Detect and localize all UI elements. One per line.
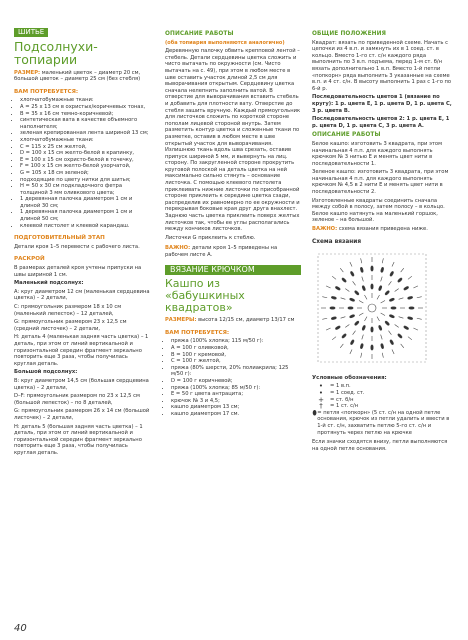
stitch-symbol (322, 318, 327, 319)
legend-row (312, 383, 454, 390)
slip-stitch-icon: • (318, 389, 324, 397)
legend-text: = 1 соед. ст. (330, 390, 365, 396)
stitch-symbol (395, 325, 399, 328)
legend-heading: Условные обозначения: (312, 374, 387, 381)
work-paragraph: Деревянную палочку обвить крепповой лентой – стебель. Детали сердцевины цветка сложить и чисто вытачать по окружности (см. Чисто вытачать на с. 49), при этом в любом месте в шве оставить участок длиной 2,5 см для выворачивания открытым. Сердцевину цветка сначала нелепнить заполнить ватой. В отверстие для выворачивания вставить стебель и добавить для плотности вату. Отверстие до стебля зашить вручную. Каждый прямоугольник для листочков сложить по короткой стороне пополам лицевой стороной внутрь. Затем разметить контур цветка и сложенные ткани по разметке, оставив в любом месте в шве открытый участок для выворачивания. Излишнюю ткань вдоль шва срезать, оставив припуск шириной 5 мм, и вывернуть на лиц. сторону. По закругленной стороне прокрутить круговой полоской на деталь цветка на ней максимально сильно стянуть – основание листочка. С помощью клеевого пистолета приклеивать нижние листочки по присобранной стороне приклеить к середине цветка сзади, распределив их равномерно по ее окружности и перекрывая боковые края друг друга внахлест. Заднюю часть цветка приклеить поверх желтых листочков так, чтобы ее углы располагались между кончиков листочков. (165, 48, 301, 233)
legend-row (312, 390, 454, 397)
popcorn-symbol (378, 285, 382, 291)
stitch-symbol (408, 337, 412, 340)
sizes-paragraph (165, 317, 301, 324)
materials-item: • зеленая крепированная лента шириной 13 см; (20, 130, 150, 137)
crochet-rubric: ВЯЗАНИЕ КРЮЧКОМ (165, 265, 301, 276)
popcorn-symbol (362, 325, 366, 331)
materials-item: • D = 100 x 15 см желто-белой в крапинку, (20, 150, 150, 157)
stitch-symbol (399, 298, 404, 300)
popcorn-symbol (360, 344, 364, 350)
popcorn-symbol (341, 333, 346, 338)
diagram-title: Схема вязания (312, 238, 362, 245)
popcorn-symbol (348, 307, 353, 309)
popcorn-symbol (409, 307, 414, 309)
single-crochet-icon: + (318, 395, 324, 404)
popcorn-symbol (403, 286, 409, 291)
stitch-symbol (408, 276, 412, 279)
big-cut-item: B: круг диаметром 14,5 см (большая сердцевина цветка) – 2 детали, (14, 377, 149, 391)
stitch-symbol (381, 277, 383, 282)
stitch-symbol (382, 353, 383, 358)
sizes-text: высота 12/15 см, диаметр 13/17 см (198, 317, 295, 324)
small-cut-item: С: прямоугольник размером 18 x 10 см (маленький лепесток) – 12 деталей, (14, 304, 122, 317)
double-crochet-icon: † (319, 402, 323, 411)
stitch-symbol (353, 331, 356, 335)
popcorn-symbol (397, 333, 402, 338)
stitch-symbol (382, 258, 383, 263)
tip2-paragraph (312, 226, 454, 233)
materials-list (14, 97, 150, 229)
materials-item: • 1 деревянная палочка диаметром 1 см и длиной 50 см; (20, 209, 150, 222)
work-subheading: (оба топиария выполняются аналогично) (165, 39, 285, 46)
popcorn-symbol (335, 326, 341, 331)
materials-item: • G = 105 x 18 см зеленой; (20, 170, 150, 177)
stitch-symbol (326, 286, 331, 288)
color-sequence-2: Последовательность цветов 2: 1 р. цвета E, 1 р. цвета D, 1 р. цвета С, 3 р. цвета А. (312, 116, 450, 129)
materials2-item: • E = 50 г цвета антрацита; (171, 391, 301, 398)
materials2-item: • A = 100 г оливковой, (171, 345, 301, 352)
popcorn-symbol (397, 278, 402, 283)
stitch-symbol (392, 350, 394, 355)
stitch-symbol (362, 335, 364, 340)
popcorn-symbol (371, 327, 373, 332)
popcorn-stitch-icon: ⬮ (312, 408, 317, 417)
popcorn-symbol (389, 271, 394, 277)
materials-item: • подходящие по цвету нитки для шитья; (20, 177, 150, 184)
color-sequence-1: Последовательность цветов 1 (вязание по кругу): 1 р. цвета Е, 1 р. цвета D, 1 р. цвета С, 3 р. цвета В. (312, 94, 452, 114)
materials-item: • клеевой пистолет и клеевой карандаш. (20, 223, 150, 230)
stitch-symbol (361, 353, 362, 358)
materials-item: • A = 25 x 13 см в охристых/коричневых тонах, (20, 104, 150, 111)
tip-paragraph (165, 245, 301, 258)
popcorn-symbol (389, 314, 395, 318)
right-column (312, 28, 454, 454)
stitch-symbol (381, 313, 385, 316)
article-title-planter: Кашпо из «бабушкиных квадратов» (165, 277, 245, 315)
materials-item: • хлопчатобумажные ткани: (20, 137, 150, 144)
stitch-symbol (359, 301, 363, 304)
popcorn-symbol (389, 298, 395, 302)
stitch-symbol (350, 350, 352, 355)
tip2-text: схема вязания приведена ниже. (338, 226, 428, 233)
materials2-item: • пряжа (80% шерсти, 20% полиакрила; 125 м/50 г): (171, 365, 301, 378)
work2-paragraph: Белое кашпо: изготовить 3 квадрата, при этом начинальная 4 п.п. для каждого выполнять крючком № 3 нитью Е и менять цвет нити в последовательности 1. (312, 140, 443, 167)
middle-column (165, 28, 301, 418)
legend-text: = ст. б/н (330, 396, 354, 403)
granny-square-chart (312, 248, 432, 368)
stitch-symbol (340, 344, 343, 348)
materials-item: • E = 100 x 15 см охристо-белой в точечку, (20, 157, 150, 164)
chain-stitch-icon: • (318, 382, 324, 391)
materials2-item: • D = 100 г коричневой; (171, 378, 301, 385)
materials2-item: • пряжа (100% хлопка; 115 м/50 г): (171, 338, 301, 345)
popcorn-symbol (349, 314, 355, 318)
stitch-symbol (322, 297, 327, 298)
big-cut-item: H: деталь 5 (большая задняя часть цветка) – 1 деталь, при этом от линий вертикальной и горизонтальной середин фрагмент зеркально повторить еще 3 раза, чтобы получилась круглая деталь. (14, 423, 143, 456)
stitch-symbol (401, 268, 404, 272)
popcorn-symbol (341, 278, 346, 283)
crochet-diagram (312, 239, 454, 453)
article-title-sunflowers: Подсолнухи-топиарии (14, 38, 98, 67)
size-paragraph (14, 70, 150, 83)
popcorn-symbol (331, 317, 337, 321)
tip-text: детали кроя 1–5 приведены на рабочем листе А. (165, 245, 278, 258)
popcorn-symbol (360, 267, 364, 273)
stitch-symbol (381, 335, 383, 340)
stitch-symbol (395, 289, 399, 292)
center-ring (368, 304, 376, 312)
big-cut-item: G: прямоугольник размером 26 x 14 см (большой листочек) – 2 детали, (14, 408, 150, 421)
popcorn-symbol (331, 296, 337, 300)
legend-row (312, 410, 454, 436)
size-text: маленький цветок – диаметр 20 см, большой цветок – диаметр 25 см (без стебля) (14, 69, 141, 83)
materials-item: • хлопчатобумажные ткани: (20, 97, 150, 104)
materials2-item: • C = 100 г желтой, (171, 358, 301, 365)
small-sunflower-heading: Маленький подсолнух: (14, 280, 84, 287)
popcorn-symbol (385, 321, 390, 326)
popcorn-text: = петля «попкорн» (5 ст. с/н на одной петле основания, крючок из петли удалить и ввести в 1-й ст. с/н, захватить петлю 5-го ст. с/н и протянуть через петлю на крючке (317, 409, 450, 436)
tip2-label: ВАЖНО: (312, 226, 338, 233)
legend-row (312, 403, 454, 410)
stitch-symbol (365, 317, 368, 321)
stitch-symbol (359, 313, 363, 316)
stitch-symbol (417, 297, 422, 298)
stitch-symbol (365, 295, 368, 299)
stitch-symbol (332, 276, 336, 279)
materials-item: • F = 100 x 15 см желто-белой узорчатой, (20, 163, 150, 170)
materials-item: • B = 35 x 16 см темно-коричневой; (20, 111, 150, 118)
popcorn-symbol (389, 340, 394, 346)
preparation-text: Детали кроя 1–5 перевести с рабочего листа. (14, 243, 140, 250)
general-heading: ОБЩИЕ ПОЛОЖЕНИЯ (312, 31, 387, 37)
size-label: РАЗМЕР: (14, 69, 41, 76)
popcorn-symbol (371, 345, 373, 350)
materials-heading: ВАМ ПОТРЕБУЕТСЯ: (14, 88, 79, 95)
popcorn-symbol (371, 284, 373, 289)
stitch-symbol (401, 344, 404, 348)
cutting-intro: В размерах деталей кроя учтены припуски на швы шириной 1 см. (14, 265, 142, 278)
popcorn-symbol (380, 344, 384, 350)
small-cut-item: G: прямоугольник размером 23 x 12,5 см (средний листочек) – 2 детали, (14, 319, 127, 332)
stitch-symbol (340, 268, 343, 272)
stitch-symbol (345, 325, 349, 328)
popcorn-symbol (330, 307, 335, 309)
popcorn-symbol (349, 298, 355, 302)
legend-note: Если значки сходятся внизу, петли выполняются на одной петле основания. (312, 439, 448, 452)
stitch-symbol (332, 337, 336, 340)
general-text: Квадрат: вязать по приведенной схеме. Начать с цепочки из 4 в.п. и замкнуть их в 1 соед. ст. в кольцо. Вместо 1-го ст. с/н каждого ряда выполнить по 3 в.п. подъема, перед 1-м ст. б/н вязать дополнительно 1 в.п. Вместо 1-й петли «попкорн» ряда выполнить 3 указанные на схеме в.п. и 4 ст. с/н. В высоту выполнить 1 раз с 1-го по 6-й р. (312, 39, 452, 92)
materials2-list (165, 338, 301, 417)
cutting-heading: РАСКРОЙ (14, 256, 45, 263)
work2-heading: ОПИСАНИЕ РАБОТЫ (312, 132, 381, 139)
stitch-symbol (417, 318, 422, 319)
stitch-symbol (392, 262, 394, 267)
small-cut-item: H: деталь 4 (маленькая задняя часть цветка) – 1 деталь, при этом от линий вертикальной и горизонтальной середин фрагмент зеркально повторить еще 3 раза, чтобы получилась круглая деталь. (14, 334, 149, 367)
left-column (14, 28, 150, 458)
stitch-symbol (326, 328, 331, 330)
popcorn-symbol (350, 340, 355, 346)
materials-item: • H = 50 x 30 см подкладочного фетра толщиной 3 мм оливкового цвета; (20, 183, 150, 196)
stitch-symbol (341, 317, 346, 319)
popcorn-symbol (354, 290, 359, 295)
materials2-heading: ВАМ ПОТРЕБУЕТСЯ: (165, 329, 230, 336)
popcorn-symbol (371, 266, 373, 271)
popcorn-symbol (380, 267, 384, 273)
popcorn-symbol (385, 290, 390, 295)
popcorn-symbol (407, 296, 413, 300)
big-cut-item: D–F: прямоугольник размером по 23 x 12,5 см (большой лепесток) – по 8 деталей, (14, 393, 140, 406)
popcorn-symbol (350, 271, 355, 277)
materials2-item: • крючок № 3 и 4,5; (171, 398, 301, 405)
stitch-symbol (361, 258, 362, 263)
stitch-symbol (362, 277, 364, 282)
materials-item: • 1 деревянная палочка диаметром 1 см и длиной 30 см; (20, 196, 150, 209)
stitch-symbol (350, 262, 352, 267)
legend-row (312, 397, 454, 404)
legend-text: = 1 ст. с/н (330, 403, 359, 410)
stitch-symbol (377, 317, 380, 321)
materials2-item: • кашпо диаметром 13 см; (171, 404, 301, 411)
stitch-symbol (413, 328, 418, 330)
big-sunflower-heading: Большой подсолнух: (14, 369, 78, 376)
stitch-symbol (377, 295, 380, 299)
sewing-rubric: ШИТЬЕ (14, 28, 48, 37)
stitch-symbol (341, 298, 346, 300)
popcorn-symbol (378, 325, 382, 331)
stitch-symbol (388, 331, 391, 335)
preparation-heading: ПОДГОТОВИТЕЛЬНЫЙ ЭТАП (14, 235, 105, 242)
materials2-item: • пряжа (100% хлопка; 85 м/50 г): (171, 385, 301, 392)
work2-paragraph: Зеленое кашпо: изготовить 3 квадрата, при этом начинальная 4 п.п. для каждого выполнять крючком № 4,5 в 2 нити Е и менять цвет нити в последовательности 2. (312, 169, 449, 196)
popcorn-symbol (335, 286, 341, 291)
sizes-label: РАЗМЕРЫ: (165, 317, 197, 324)
small-cut-item: А: круг диаметром 12 см (маленькая сердцевина цветка) – 2 детали, (14, 288, 150, 302)
materials-item: • синтетическая вата в качестве объемного наполнителя; (20, 117, 150, 130)
materials2-item: • кашпо диаметром 17 см. (171, 411, 301, 418)
popcorn-symbol (354, 321, 359, 326)
work2-paragraph: Изготовленные квадраты соединить сначала между собой в полосу, затем полосу – в кольцо. Белое кашпо натянуть на маленький горшок, зеленое – на большой. (312, 197, 445, 224)
popcorn-symbol (403, 326, 409, 331)
popcorn-symbol (391, 307, 396, 309)
stitch-symbol (381, 301, 385, 304)
work-paragraph: Листочки G приклеить к стеблю. (165, 234, 256, 241)
stitch-symbol (388, 282, 391, 286)
materials2-item: • B = 100 г кремовой, (171, 352, 301, 359)
materials-item: • C = 115 x 25 см желтой, (20, 144, 150, 151)
popcorn-symbol (362, 285, 366, 291)
stitch-symbol (353, 282, 356, 286)
popcorn-symbol (407, 317, 413, 321)
stitch-symbol (413, 286, 418, 288)
legend-text: = 1 в.п. (330, 383, 351, 390)
stitch-symbol (399, 317, 404, 319)
stitch-symbol (345, 289, 349, 292)
tip-label: ВАЖНО: (165, 245, 191, 252)
page-number: 40 (14, 623, 27, 634)
work-heading: ОПИСАНИЕ РАБОТЫ (165, 31, 234, 37)
